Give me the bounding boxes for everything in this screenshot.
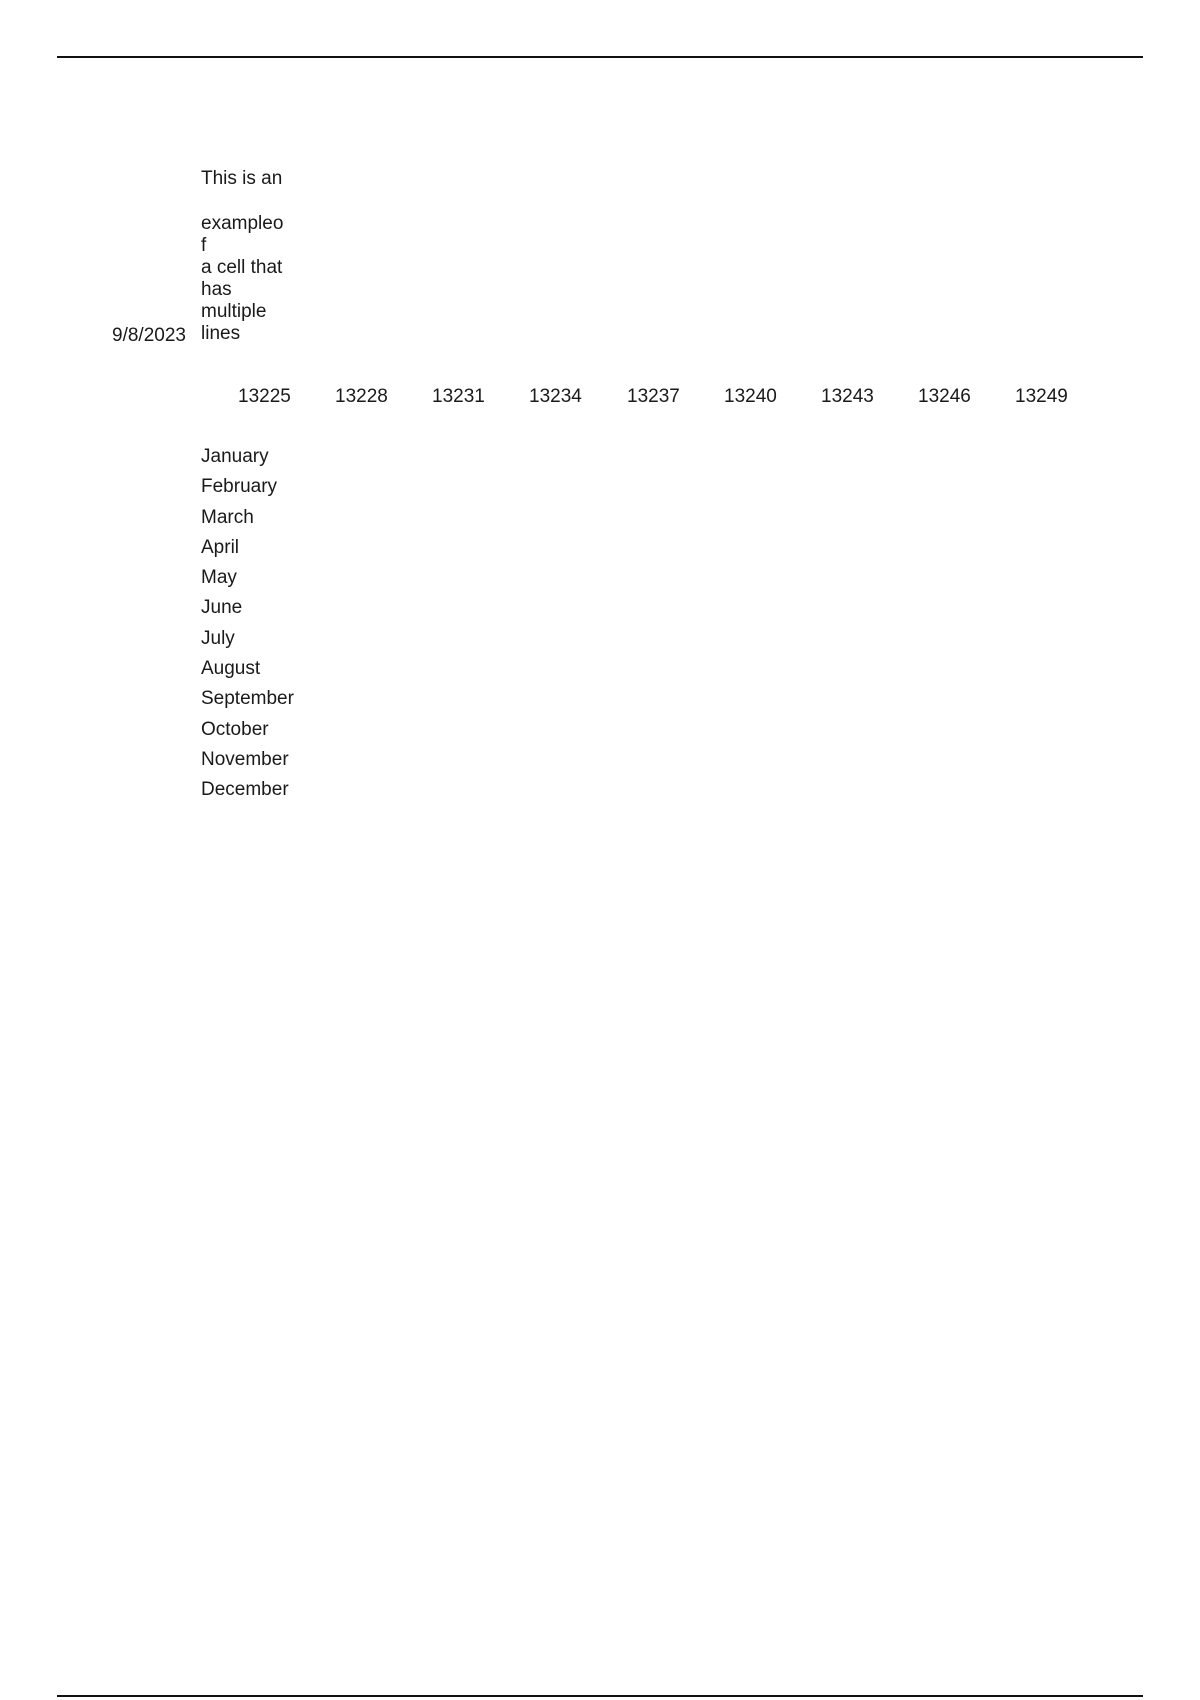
month-cell: August [201,658,261,680]
month-cell: September [201,688,294,710]
month-cell: May [201,567,237,589]
month-cell: January [201,446,269,467]
month-cell: November [201,748,289,770]
wrapped-line: multiple [201,301,267,322]
wrapped-line: f [201,235,207,256]
month-cell: February [201,476,278,498]
wrapped-line: exampleo [201,213,284,234]
month-cell: December [201,779,289,801]
number-cell: 13237 [627,386,680,407]
month-cell: March [201,506,254,528]
date-cell: 9/8/2023 [112,325,186,346]
number-cell: 13234 [529,386,582,407]
number-cell: 13243 [821,386,874,407]
number-cell: 13240 [724,386,777,407]
month-cell: July [201,627,235,649]
footer-rule [57,1695,1143,1697]
number-cell: 13228 [335,386,388,407]
number-cell: 13246 [918,386,971,407]
wrapped-line: has [201,279,232,300]
number-cell: 13231 [432,386,485,407]
month-cell: April [201,536,240,558]
wrapped-line: a cell that [201,257,283,278]
number-cell: 13225 [238,386,291,407]
month-cell: October [201,718,269,740]
month-cell: June [201,597,243,619]
header-rule [57,56,1143,58]
multiline-text-cell [201,168,283,345]
number-row [0,386,1200,410]
wrapped-line: This is an [201,168,283,189]
month-column [201,446,294,810]
number-cell: 13249 [1015,386,1068,407]
wrapped-line: lines [201,323,241,344]
